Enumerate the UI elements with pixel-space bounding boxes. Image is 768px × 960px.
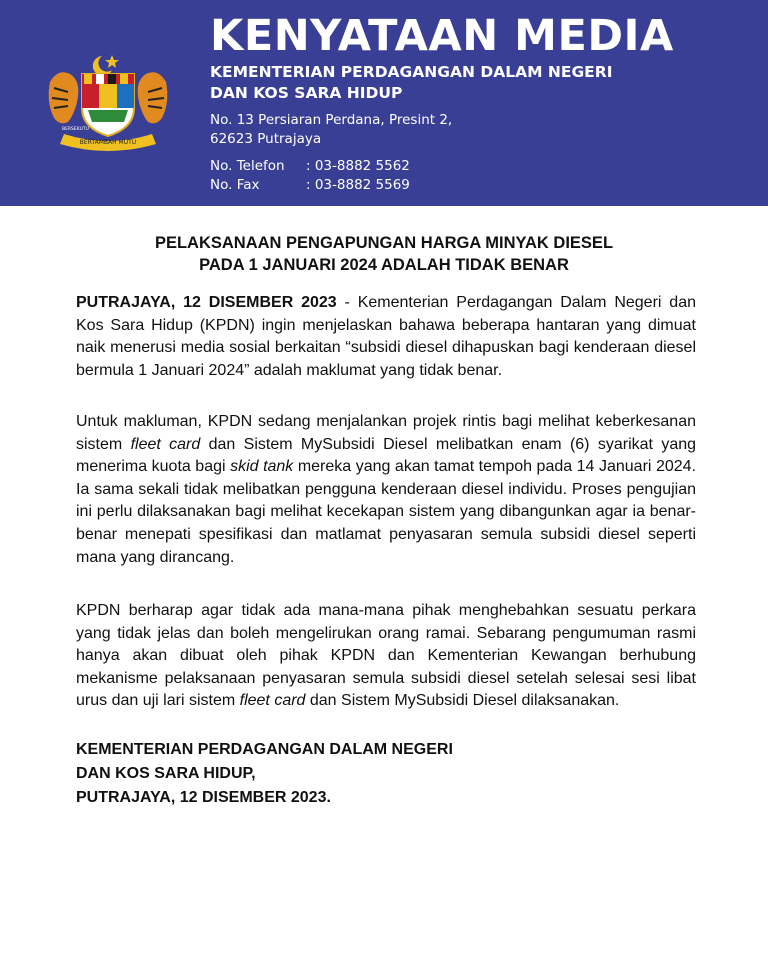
page-title: KENYATAAN MEDIA [210,11,674,61]
fax-label: No. Fax [210,177,260,193]
headline-line-1: PELAKSANAAN PENGAPUNGAN HARGA MINYAK DIESEL [154,234,614,252]
address [210,111,452,149]
paragraph-2 [76,411,696,569]
paragraph-2-text-b: dan Sistem MySubsidi Diesel melibatkan enam (6) syarikat yang menerima kuota bagi [76,435,697,476]
ministry-name [210,62,612,104]
signature-line-2: DAN KOS SARA HIDUP, [76,765,256,782]
crest-ribbon-text: BERTAMBAH MUTU [79,139,137,146]
address-line-1: No. 13 Persiaran Perdana, Presint 2, [210,112,453,128]
dateline: PUTRAJAYA, 12 DISEMBER 2023 [76,294,337,311]
headline [0,232,768,276]
signature-line-3: PUTRAJAYA, 12 DISEMBER 2023. [76,789,331,806]
headline-line-2: PADA 1 JANUARI 2024 ADALAH TIDAK BENAR [199,256,569,274]
paragraph-3-text-b: dan Sistem MySubsidi Diesel dilaksanakan. [305,692,620,710]
header-banner [0,0,768,206]
fax-value: : 03-8882 5569 [306,177,410,193]
paragraph-3-text-a: KPDN berharap agar tidak ada mana-mana pihak menghebahkan sesuatu perkara yang tidak jelas dan boleh mengelirukan orang ramai. Sebarang pengumuman rasmi hanya akan dibuat oleh pihak KPDN dan Kementerian Kewangan berhubung mekanisme pelaksanaan penyasaran semula subsidi diesel setelah selesai sesi libat urus dan uji lari sistem [76,602,696,710]
paragraph-3 [76,600,696,713]
contact-info [210,157,410,195]
malaysia-coat-of-arms-icon [44,52,172,152]
signature-block [76,738,453,810]
italic-fleet-card-2: fleet card [239,692,306,710]
signature-line-1: KEMENTERIAN PERDAGANGAN DALAM NEGERI [76,741,453,758]
address-line-2: 62623 Putrajaya [210,131,322,147]
phone-value: : 03-8882 5562 [306,158,410,174]
fax-row [210,176,410,195]
italic-skid-tank: skid tank [230,458,294,476]
ministry-line-1: KEMENTERIAN PERDAGANGAN DALAM NEGERI [210,63,613,81]
paragraph-2-text-a: Untuk makluman, KPDN sedang menjalankan projek rintis bagi melihat keberkesanan sistem [76,413,696,453]
paragraph-1-text: - Kementerian Perdagangan Dalam Negeri dan Kos Sara Hidup (KPDN) ingin menjelaskan bahawa beberapa hantaran yang dimuat naik menerusi media sosial berkaitan “subsidi diesel dihapuskan bagi kenderaan diesel bermula 1 Januari 2024” adalah maklumat yang tidak benar. [76,294,696,379]
italic-fleet-card: fleet card [130,435,201,453]
phone-row [210,157,410,176]
paragraph-1 [76,292,696,382]
phone-label: No. Telefon [210,158,285,174]
crest-left-text: BERSEKUTU [62,127,89,132]
ministry-line-2: DAN KOS SARA HIDUP [210,84,403,102]
paragraph-2-text-c: mereka yang akan tamat tempoh pada 14 Januari 2024. Ia sama sekali tidak melibatkan pengguna kenderaan diesel individu. Proses pengujian ini perlu dilaksanakan bagi melihat kecekapan sistem yang dibangunkan agar ia benar-benar menepati spesifikasi dan matlamat penyasaran semula subsidi diesel seperti mana yang dirancang. [76,458,697,566]
